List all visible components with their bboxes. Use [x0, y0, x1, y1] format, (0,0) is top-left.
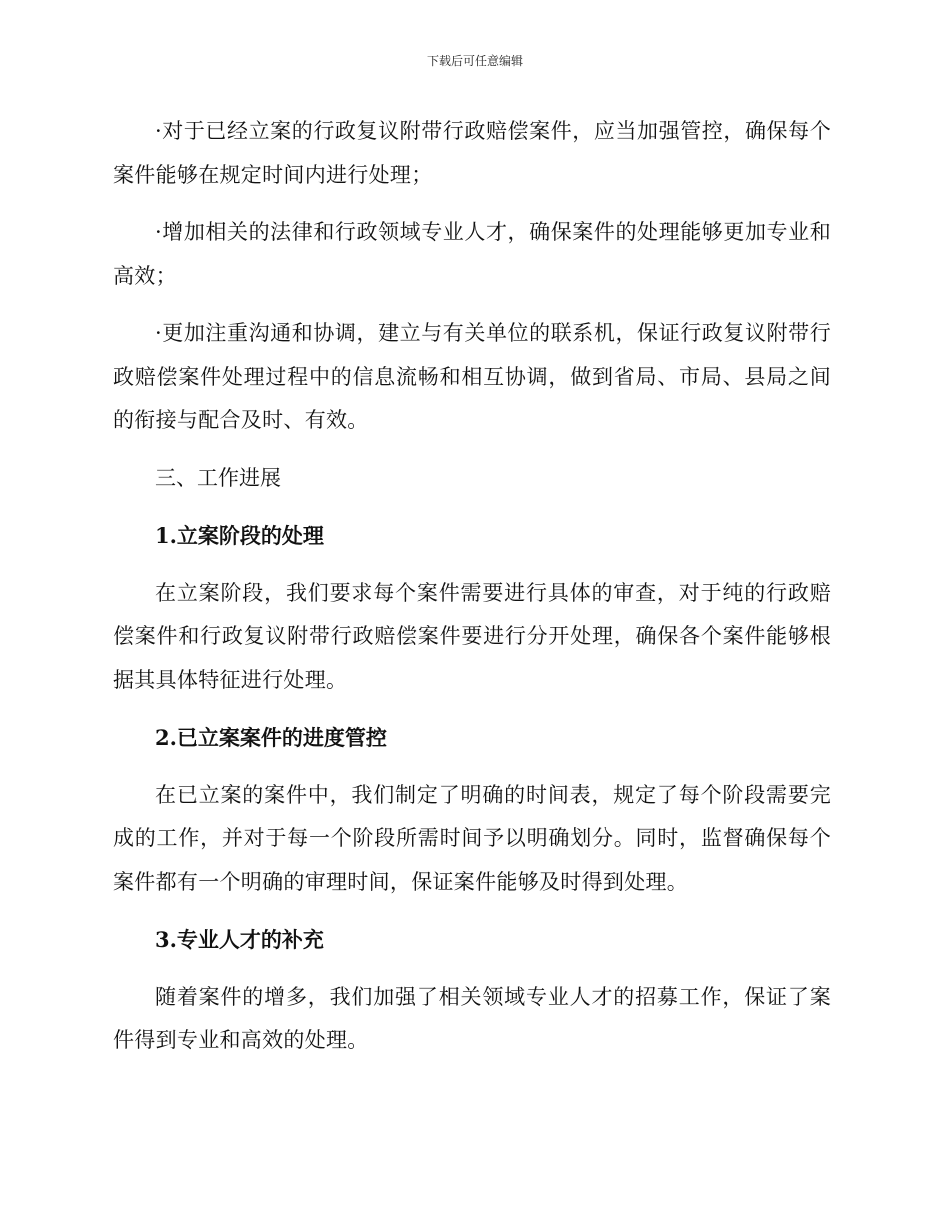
- page-header: 下载后可任意编辑: [426, 54, 523, 68]
- subsection-body: 在立案阶段，我们要求每个案件需要进行具体的审查，对于纯的行政赔偿案件和行政复议附带行政赔偿案件要进行分开处理，确保各个案件能够根据其具体特征进行处理。: [113, 580, 831, 692]
- section-title: 三、工作进展: [155, 465, 281, 490]
- subsection-body: 在已立案的案件中，我们制定了明确的时间表，规定了每个阶段需要完成的工作，并对于每一个阶段所需时间予以明确划分。同时，监督确保每个案件都有一个明确的审理时间，保证案件能够及时得到处理。: [113, 782, 831, 894]
- bullet-paragraph: ·更加注重沟通和协调，建立与有关单位的联系机，保证行政复议附带行政赔偿案件处理过程中的信息流畅和相互协调，做到省局、市局、县局之间的衔接与配合及时、有效。: [113, 321, 831, 432]
- bullet-paragraph: ·增加相关的法律和行政领域专业人才，确保案件的处理能够更加专业和高效；: [113, 220, 831, 288]
- subsection-title: 1.立案阶段的处理: [155, 523, 324, 548]
- subsection-title: 2.已立案案件的进度管控: [155, 725, 387, 750]
- bullet-paragraph: ·对于已经立案的行政复议附带行政赔偿案件，应当加强管控，确保每个案件能够在规定时间内进行处理；: [113, 119, 831, 187]
- document-body: [113, 110, 831, 1077]
- subsection-body: 随着案件的增多，我们加强了相关领域专业人才的招募工作，保证了案件得到专业和高效的处理。: [113, 984, 831, 1052]
- subsection-title: 3.专业人才的补充: [155, 927, 324, 952]
